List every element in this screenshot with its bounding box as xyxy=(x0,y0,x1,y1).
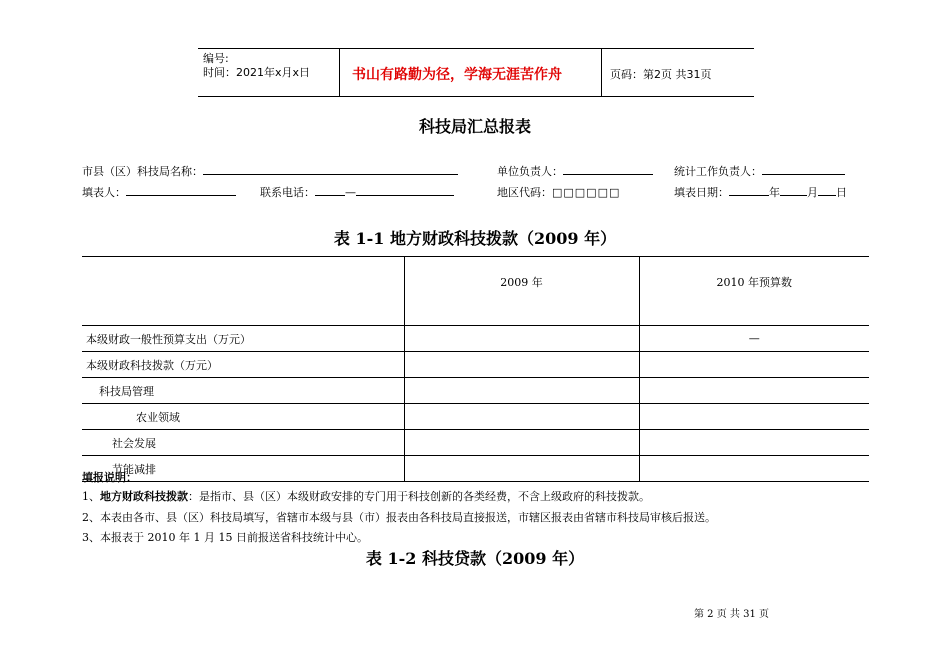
row-cell-2010[interactable] xyxy=(639,378,869,404)
row-cell-2009[interactable] xyxy=(404,326,639,352)
header-divider-left xyxy=(339,48,340,96)
filler-blank[interactable] xyxy=(126,184,236,196)
unit-leader-field xyxy=(497,163,653,179)
table-row xyxy=(82,326,869,352)
year-char: 年 xyxy=(769,186,780,199)
filler-label: 填表人： xyxy=(82,186,126,199)
table1-title: 表 1-1 地方财政科技拨款（2009 年） xyxy=(333,229,617,248)
table1-header-blank xyxy=(82,257,404,326)
unit-leader-blank[interactable] xyxy=(563,163,653,175)
row-label: 本级财政一般性预算支出（万元） xyxy=(82,326,404,352)
fill-month-blank[interactable] xyxy=(780,184,807,196)
fill-day-blank[interactable] xyxy=(818,184,836,196)
row-label: 社会发展 xyxy=(82,430,404,456)
table1 xyxy=(82,256,869,482)
page-footer: 第 2 页 共 31 页 xyxy=(694,609,769,620)
note-1 xyxy=(82,488,650,504)
table-row xyxy=(82,430,869,456)
note-1-term: 地方财政科技拨款 xyxy=(100,490,188,503)
row-label: 本级财政科技拨款（万元） xyxy=(82,352,404,378)
note-1-prefix: 1、 xyxy=(82,490,100,503)
stat-leader-field xyxy=(674,163,845,179)
row-cell-2009[interactable] xyxy=(404,378,639,404)
area-code-boxes[interactable]: □□□□□□ xyxy=(552,186,621,199)
note-1-text: ：是指市、县（区）本级财政安排的专门用于科技创新的各类经费，不含上级政府的科技拨款。 xyxy=(188,490,650,503)
day-char: 日 xyxy=(836,186,847,199)
row-cell-2010[interactable]: — xyxy=(639,326,869,352)
phone-field xyxy=(260,184,454,200)
motto-text: 书山有路勤为径，学海无涯苦作舟 xyxy=(352,67,562,83)
row-cell-2009[interactable] xyxy=(404,430,639,456)
row-cell-2009[interactable] xyxy=(404,352,639,378)
note-2: 2、本表由各市、县（区）科技局填写，省辖市本级与县（市）报表由各科技局直接报送，市辖区报表由省辖市科技局审核后报送。 xyxy=(82,511,716,524)
fill-year-blank[interactable] xyxy=(729,184,769,196)
table-row xyxy=(82,378,869,404)
serial-label: 编号: xyxy=(203,52,229,65)
area-code-field xyxy=(497,184,620,200)
note-3: 3、本报表于 2010 年 1 月 15 日前报送省科技统计中心。 xyxy=(82,531,368,544)
table1-header-2009: 2009 年 xyxy=(404,257,639,326)
row-label: 节能减排 xyxy=(82,456,404,482)
stat-leader-blank[interactable] xyxy=(762,163,845,175)
unit-leader-label: 单位负责人： xyxy=(497,165,563,178)
time-label: 时间：2021年x月x日 xyxy=(203,66,311,79)
area-code-label: 地区代码： xyxy=(497,186,552,199)
header-top-rule xyxy=(198,48,754,49)
doc-title: 科技局汇总报表 xyxy=(418,117,531,136)
row-label: 科技局管理 xyxy=(82,378,404,404)
page-code: 页码：第2页 共31页 xyxy=(610,68,712,81)
table-row xyxy=(82,352,869,378)
fill-date-label: 填表日期： xyxy=(674,186,729,199)
table-row xyxy=(82,456,869,482)
row-cell-2009[interactable] xyxy=(404,456,639,482)
fill-date-field xyxy=(674,184,847,200)
row-label: 农业领域 xyxy=(82,404,404,430)
phone-label: 联系电话： xyxy=(260,186,315,199)
filler-field xyxy=(82,184,236,200)
table2-title: 表 1-2 科技贷款（2009 年） xyxy=(365,549,585,568)
row-cell-2010[interactable] xyxy=(639,430,869,456)
month-char: 月 xyxy=(807,186,818,199)
header-divider-right xyxy=(601,48,602,96)
row-cell-2010[interactable] xyxy=(639,404,869,430)
org-name-field xyxy=(82,163,458,179)
org-name-blank[interactable] xyxy=(203,163,458,175)
table1-header-row xyxy=(82,257,869,326)
row-cell-2009[interactable] xyxy=(404,404,639,430)
notes-heading: 填报说明： xyxy=(82,471,137,484)
phone-number-blank[interactable] xyxy=(356,184,454,196)
header-bottom-rule xyxy=(198,96,754,97)
org-name-label: 市县（区）科技局名称： xyxy=(82,165,203,178)
table-row xyxy=(82,404,869,430)
table1-header-2010: 2010 年预算数 xyxy=(639,257,869,326)
phone-area-blank[interactable] xyxy=(315,184,345,196)
stat-leader-label: 统计工作负责人： xyxy=(674,165,762,178)
row-cell-2010[interactable] xyxy=(639,352,869,378)
phone-separator: — xyxy=(345,186,356,199)
row-cell-2010[interactable] xyxy=(639,456,869,482)
